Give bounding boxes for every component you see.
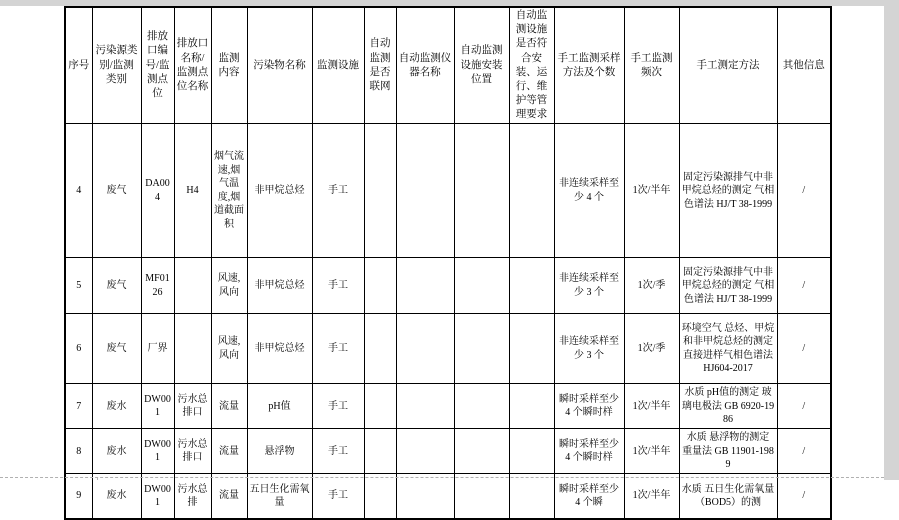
cell-auto_install_location [454, 258, 509, 314]
cell-outlet_no: MF0126 [141, 258, 174, 314]
cell-auto_networked [364, 474, 396, 519]
cell-manual_sampling: 瞬时采样至少 4 个瞬时样 [554, 384, 624, 429]
table-row [65, 314, 831, 384]
cell-auto_compliance [509, 258, 554, 314]
cell-index: 9 [65, 474, 92, 519]
cell-manual_sampling: 非连续采样至少 3 个 [554, 258, 624, 314]
cell-auto_compliance [509, 429, 554, 474]
cell-auto_install_location [454, 384, 509, 429]
cell-auto_networked [364, 258, 396, 314]
col-header-facility: 监测设施 [312, 7, 364, 124]
cell-source_category: 废气 [92, 258, 141, 314]
cell-auto_instrument [396, 314, 454, 384]
cell-auto_networked [364, 124, 396, 258]
col-header-manual_method: 手工测定方法 [679, 7, 777, 124]
cell-auto_compliance [509, 124, 554, 258]
col-header-auto_instrument: 自动监测仪器名称 [396, 7, 454, 124]
cell-pollutant: 非甲烷总烃 [247, 124, 312, 258]
cell-auto_instrument [396, 384, 454, 429]
col-header-pollutant: 污染物名称 [247, 7, 312, 124]
cell-manual_sampling: 瞬时采样至少 4 个瞬时样 [554, 429, 624, 474]
col-header-monitor_content: 监测内容 [211, 7, 247, 124]
col-header-manual_frequency: 手工监测频次 [624, 7, 679, 124]
cell-manual_frequency: 1次/季 [624, 314, 679, 384]
cell-auto_instrument [396, 124, 454, 258]
cell-other_info: / [777, 429, 831, 474]
cell-manual_method: 环境空气 总烃、甲烷和非甲烷总烃的测定 直接进样气相色谱法 HJ604-2017 [679, 314, 777, 384]
window-right-edge [884, 0, 899, 480]
cell-auto_networked [364, 384, 396, 429]
cell-index: 8 [65, 429, 92, 474]
cell-facility: 手工 [312, 258, 364, 314]
cell-index: 5 [65, 258, 92, 314]
col-header-manual_sampling: 手工监测采样方法及个数 [554, 7, 624, 124]
monitoring-table [64, 6, 832, 520]
cell-monitor_content: 流量 [211, 384, 247, 429]
cell-outlet_no: DA004 [141, 124, 174, 258]
cell-facility: 手工 [312, 314, 364, 384]
page-break-line [0, 477, 884, 478]
cell-outlet_name: 污水总排 [174, 474, 211, 519]
cell-outlet_name [174, 314, 211, 384]
cell-auto_compliance [509, 384, 554, 429]
cell-outlet_name: 污水总排口 [174, 429, 211, 474]
cell-monitor_content: 流量 [211, 474, 247, 519]
cell-pollutant: 悬浮物 [247, 429, 312, 474]
cell-source_category: 废水 [92, 384, 141, 429]
cell-manual_method: 固定污染源排气中非甲烷总烃的测定 气相色谱法 HJ/T 38-1999 [679, 124, 777, 258]
cell-outlet_name [174, 258, 211, 314]
cell-other_info: / [777, 474, 831, 519]
cell-outlet_name: 污水总排口 [174, 384, 211, 429]
cell-manual_sampling: 非连续采样至少 3 个 [554, 314, 624, 384]
col-header-source_category: 污染源类别/监测类别 [92, 7, 141, 124]
col-header-auto_compliance: 自动监测设施是否符合安装、运行、维护等管理要求 [509, 7, 554, 124]
table-row [65, 474, 831, 519]
cell-source_category: 废水 [92, 474, 141, 519]
cell-manual_method: 水质 五日生化需氧量（BOD5）的测 [679, 474, 777, 519]
table-row [65, 429, 831, 474]
col-header-index: 序号 [65, 7, 92, 124]
cell-manual_frequency: 1次/半年 [624, 384, 679, 429]
cell-auto_install_location [454, 314, 509, 384]
cell-index: 4 [65, 124, 92, 258]
cell-auto_compliance [509, 474, 554, 519]
cell-auto_networked [364, 314, 396, 384]
cell-monitor_content: 风速,风向 [211, 258, 247, 314]
cell-manual_frequency: 1次/半年 [624, 474, 679, 519]
cell-auto_install_location [454, 474, 509, 519]
col-header-other_info: 其他信息 [777, 7, 831, 124]
cell-other_info: / [777, 124, 831, 258]
table-row [65, 384, 831, 429]
cell-manual_method: 水质 悬浮物的测定 重量法 GB 11901-1989 [679, 429, 777, 474]
cell-outlet_no: DW001 [141, 384, 174, 429]
cell-auto_networked [364, 429, 396, 474]
cell-pollutant: 五日生化需氧量 [247, 474, 312, 519]
cell-source_category: 废气 [92, 124, 141, 258]
cell-outlet_no: DW001 [141, 429, 174, 474]
cell-outlet_name: H4 [174, 124, 211, 258]
cell-index: 6 [65, 314, 92, 384]
col-header-outlet_name: 排放口名称/监测点位名称 [174, 7, 211, 124]
cell-source_category: 废气 [92, 314, 141, 384]
cell-facility: 手工 [312, 384, 364, 429]
cell-monitor_content: 烟气流速,烟气温度,烟道截面积 [211, 124, 247, 258]
cell-auto_instrument [396, 429, 454, 474]
table-row [65, 258, 831, 314]
cell-facility: 手工 [312, 429, 364, 474]
col-header-outlet_no: 排放口编号/监测点位 [141, 7, 174, 124]
cell-manual_frequency: 1次/半年 [624, 429, 679, 474]
cell-outlet_no: DW001 [141, 474, 174, 519]
col-header-auto_networked: 自动监测是否联网 [364, 7, 396, 124]
cell-outlet_no: 厂界 [141, 314, 174, 384]
cell-auto_instrument [396, 258, 454, 314]
header-row [65, 7, 831, 124]
cell-auto_instrument [396, 474, 454, 519]
cell-monitor_content: 流量 [211, 429, 247, 474]
cell-manual_frequency: 1次/季 [624, 258, 679, 314]
cell-manual_frequency: 1次/半年 [624, 124, 679, 258]
cell-monitor_content: 风速,风向 [211, 314, 247, 384]
cell-manual_sampling: 瞬时采样至少 4 个瞬 [554, 474, 624, 519]
cell-manual_method: 固定污染源排气中非甲烷总烃的测定 气相色谱法 HJ/T 38-1999 [679, 258, 777, 314]
table-row [65, 124, 831, 258]
cell-other_info: / [777, 384, 831, 429]
cell-auto_install_location [454, 124, 509, 258]
cell-facility: 手工 [312, 124, 364, 258]
cell-pollutant: 非甲烷总烃 [247, 258, 312, 314]
cell-index: 7 [65, 384, 92, 429]
cell-manual_method: 水质 pH值的测定 玻璃电极法 GB 6920-1986 [679, 384, 777, 429]
cell-facility: 手工 [312, 474, 364, 519]
cell-auto_compliance [509, 314, 554, 384]
cell-pollutant: 非甲烷总烃 [247, 314, 312, 384]
cell-manual_sampling: 非连续采样至少 4 个 [554, 124, 624, 258]
cell-source_category: 废水 [92, 429, 141, 474]
cell-other_info: / [777, 314, 831, 384]
cell-auto_install_location [454, 429, 509, 474]
cell-other_info: / [777, 258, 831, 314]
cell-pollutant: pH值 [247, 384, 312, 429]
col-header-auto_install_location: 自动监测设施安装位置 [454, 7, 509, 124]
